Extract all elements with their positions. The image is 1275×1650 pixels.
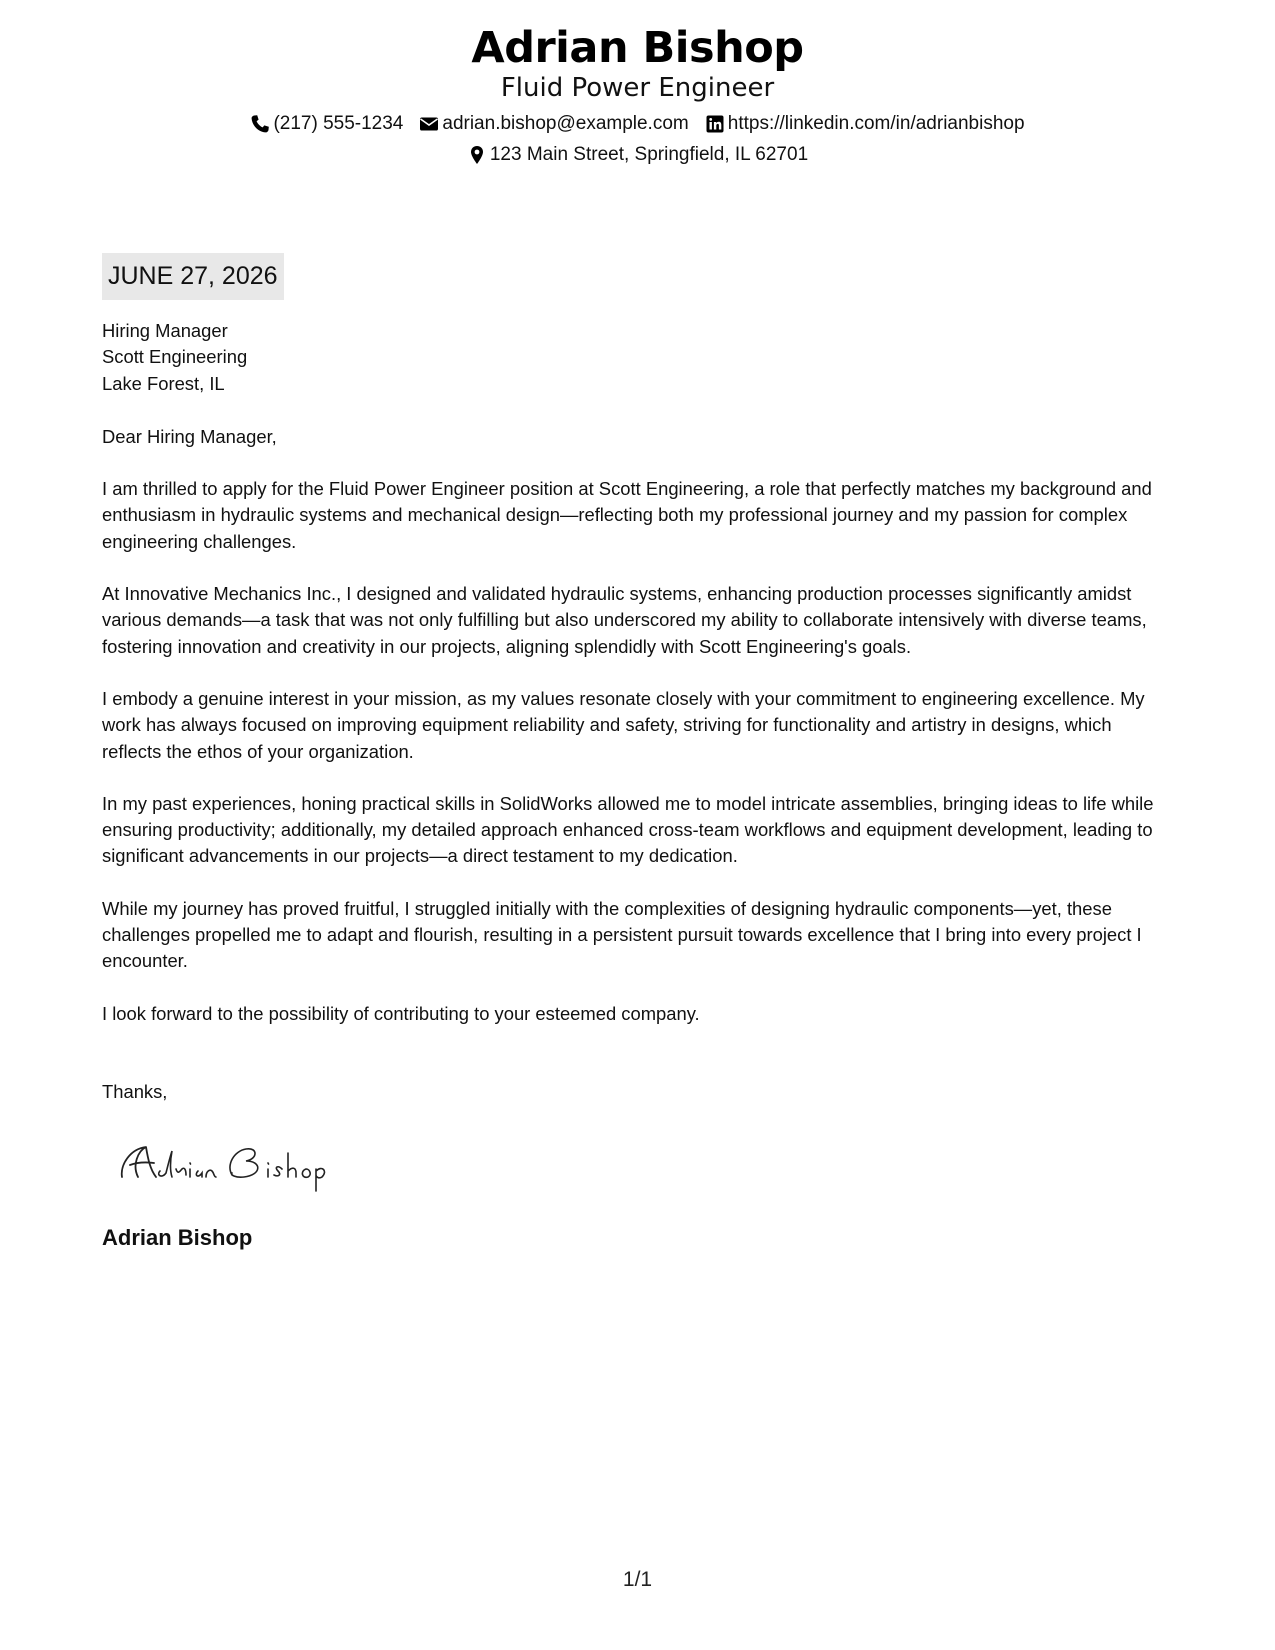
recipient-block [102, 318, 1172, 397]
map-marker-icon [467, 145, 487, 165]
body-paragraph: At Innovative Mechanics Inc., I designed and validated hydraulic systems, enhancing production processes significantly amidst various demands—a task that was not only fulfilling but also underscored my ability to collaborate intensively with diverse teams, fostering innovation and creativity in our projects, aligning splendidly with Scott Engineering's goals. [102, 583, 1147, 657]
address-contact [467, 143, 808, 167]
letter-date: JUNE 27, 2026 [102, 253, 284, 300]
phone-icon [250, 114, 270, 134]
linkedin-icon [705, 114, 725, 134]
email-address[interactable]: adrian.bishop@example.com [442, 113, 689, 134]
applicant-title: Fluid Power Engineer [500, 73, 775, 103]
envelope-icon [419, 114, 439, 134]
body-paragraph: While my journey has proved fruitful, I struggled initially with the complexities of designing hydraulic components—yet, these challenges propelled me to adapt and flourish, resulting in a persistent pursuit towards excellence that I bring into every project I encounter. [102, 897, 1142, 972]
street-address: 123 Main Street, Springfield, IL 62701 [489, 144, 809, 165]
page-number: 1/1 [622, 1568, 653, 1591]
recipient-company: Scott Engineering [102, 346, 248, 368]
email-contact[interactable] [419, 112, 688, 136]
contact-line [0, 112, 1275, 136]
letter-body [102, 318, 1172, 1105]
body-paragraph: In my past experiences, honing practical skills in SolidWorks allowed me to model intricate assemblies, bringing ideas to life while ensuring productivity; additionally, my detailed approach enhanced cross-team workflows and equipment development, leading to significant advancements in our projects—a direct testament to my dedication. [102, 792, 1154, 867]
letter-header [0, 22, 1275, 167]
phone-contact [250, 112, 403, 136]
body-paragraph: I am thrilled to apply for the Fluid Power Engineer position at Scott Engineering, a role that perfectly matches my background and enthusiasm in hydraulic systems and mechanical design—reflecting both my professional journey and my passion for complex engineering challenges. [102, 478, 1152, 552]
recipient-location: Lake Forest, IL [102, 372, 225, 394]
handwritten-signature [112, 1135, 362, 1195]
salutation: Dear Hiring Manager, [102, 425, 277, 447]
address-line [0, 143, 1275, 167]
closing: Thanks, [102, 1080, 168, 1102]
body-paragraph: I look forward to the possibility of contributing to your esteemed company. [102, 1002, 700, 1024]
body-paragraph: I embody a genuine interest in your mission, as my values resonate closely with your commitment to engineering excellence. My work has always focused on improving equipment reliability and safety, striving for functionality and artistry in designs, which reflects the ethos of your organization. [102, 687, 1145, 762]
recipient-name: Hiring Manager [102, 320, 228, 341]
linkedin-url[interactable]: https://linkedin.com/in/adrianbishop [727, 113, 1025, 134]
linkedin-contact[interactable] [705, 112, 1025, 136]
phone-number: (217) 555-1234 [273, 113, 404, 134]
applicant-name: Adrian Bishop [471, 23, 804, 73]
signer-name: Adrian Bishop [102, 1225, 253, 1250]
